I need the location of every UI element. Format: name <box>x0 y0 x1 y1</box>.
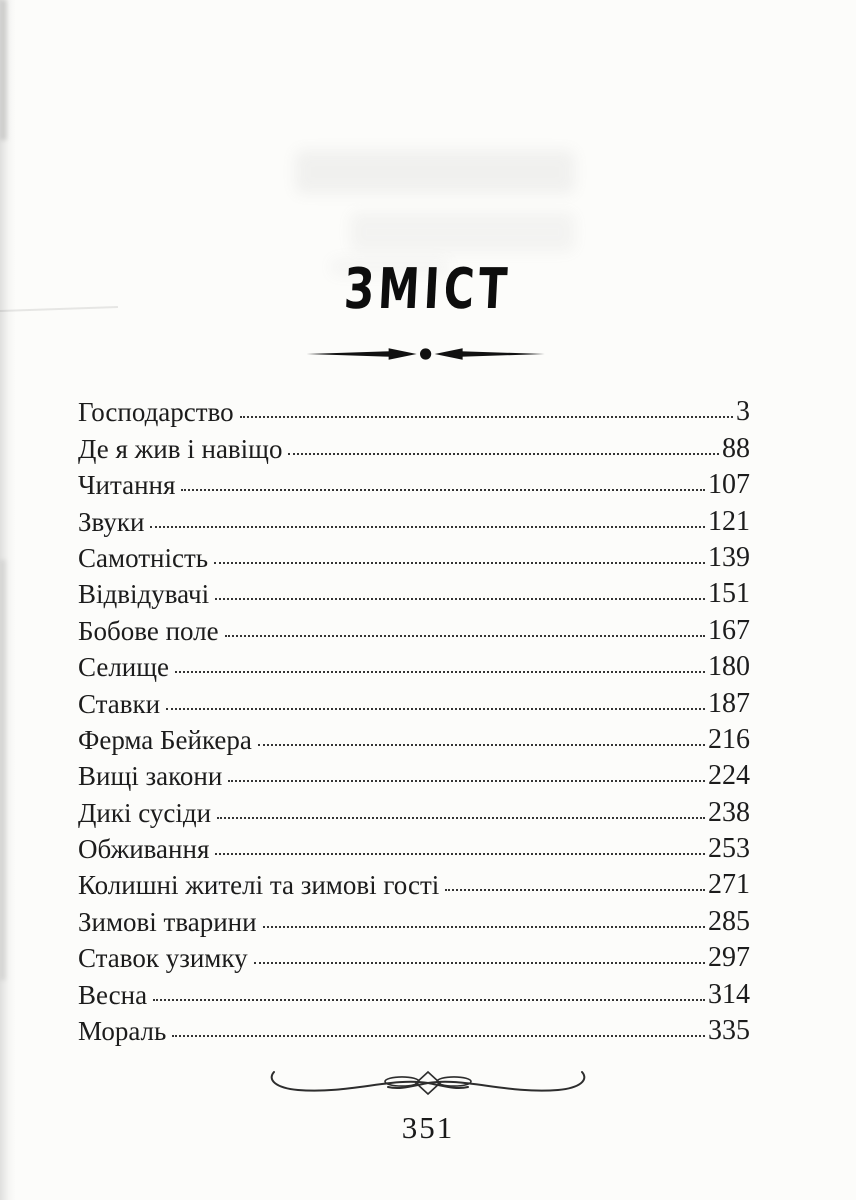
toc-entry-label: Ферма Бейкера <box>78 724 252 755</box>
toc-entry <box>78 499 750 535</box>
toc-entry-label: Відвідувачі <box>78 579 210 610</box>
dot-leader <box>445 889 705 891</box>
toc-entry <box>78 390 750 426</box>
dot-leader <box>254 962 705 964</box>
toc-entry <box>78 463 750 499</box>
toc-entry-page-number: 314 <box>708 978 750 1010</box>
toc-entry-page-number: 3 <box>736 396 750 428</box>
toc-entry-page-number: 180 <box>708 651 750 683</box>
toc-entry-label: Самотність <box>78 542 209 573</box>
toc-entry-page-number: 107 <box>708 469 750 501</box>
toc-entry <box>78 426 750 462</box>
toc-entry-label: Вищі закони <box>78 761 223 792</box>
toc-entry-label: Обживання <box>78 834 210 865</box>
toc-entry <box>78 754 750 790</box>
toc-entry <box>78 827 750 863</box>
toc-entry-label: Читання <box>78 470 176 501</box>
toc-entry <box>78 1009 750 1045</box>
toc-entry-page-number: 238 <box>708 796 750 828</box>
toc-entry-label: Зимові тварини <box>78 906 257 937</box>
toc-entry-page-number: 88 <box>722 432 750 464</box>
toc-entry <box>78 972 750 1008</box>
dot-leader <box>217 817 705 819</box>
toc-entry <box>78 681 750 717</box>
toc-entry-label: Колишні жителі та зимові гості <box>78 870 440 901</box>
dot-leader <box>214 562 705 564</box>
toc-entry-label: Ставок узимку <box>78 943 248 974</box>
toc-entry-page-number: 187 <box>708 687 750 719</box>
calligraphic-flourish-ornament <box>266 1060 590 1104</box>
toc-entry-label: Де я жив і навіщо <box>78 433 283 464</box>
toc-entry-label: Весна <box>78 979 148 1010</box>
dot-leader <box>288 453 719 455</box>
toc-entry-label: Звуки <box>78 506 145 537</box>
toc-entry-label: Дикі сусіди <box>78 797 212 828</box>
dot-leader <box>228 780 705 782</box>
dot-leader <box>240 416 733 418</box>
toc-entry <box>78 718 750 754</box>
toc-entry-label: Селище <box>78 652 170 683</box>
toc-entry-page-number: 167 <box>708 614 750 646</box>
dot-leader <box>153 999 705 1001</box>
toc-entry-page-number: 139 <box>708 541 750 573</box>
toc-entry <box>78 645 750 681</box>
dot-leader <box>181 489 705 491</box>
toc-entry-page-number: 297 <box>708 942 750 974</box>
toc-entry-label: Господарство <box>78 397 234 428</box>
toc-entry-page-number: 224 <box>708 760 750 792</box>
toc-list <box>78 390 750 1045</box>
dot-leader <box>215 853 705 855</box>
toc-entry <box>78 790 750 826</box>
bleed-through-ghost <box>350 212 575 252</box>
toc-entry <box>78 536 750 572</box>
toc-entry <box>78 936 750 972</box>
dot-leader <box>150 526 705 528</box>
folio-page-number: 351 <box>401 1110 455 1145</box>
bleed-through-ghost <box>295 150 575 194</box>
toc-entry <box>78 863 750 899</box>
toc-entry <box>78 572 750 608</box>
dot-leader <box>225 635 705 637</box>
dot-leader <box>215 598 705 600</box>
toc-entry-page-number: 121 <box>708 505 750 537</box>
dot-leader <box>175 671 705 673</box>
dot-leader <box>263 926 705 928</box>
page-title: ЗМІСТ <box>342 257 514 322</box>
toc-entry-page-number: 335 <box>708 1015 750 1047</box>
toc-entry-page-number: 151 <box>708 578 750 610</box>
scan-edge-streak <box>0 0 7 140</box>
dot-leader <box>258 744 705 746</box>
toc-entry-page-number: 271 <box>708 869 750 901</box>
toc-entry-label: Бобове поле <box>78 615 219 646</box>
toc-entry-label: Ставки <box>78 688 161 719</box>
scan-edge-streak <box>0 560 6 980</box>
toc-entry-label: Мораль <box>78 1016 167 1047</box>
toc-entry <box>78 608 750 644</box>
dot-leader <box>172 1035 705 1037</box>
dot-leader <box>166 708 705 710</box>
toc-entry <box>78 899 750 935</box>
arrow-dot-divider-ornament <box>307 345 545 363</box>
toc-entry-page-number: 253 <box>708 833 750 865</box>
toc-entry-page-number: 216 <box>708 723 750 755</box>
toc-entry-page-number: 285 <box>708 905 750 937</box>
